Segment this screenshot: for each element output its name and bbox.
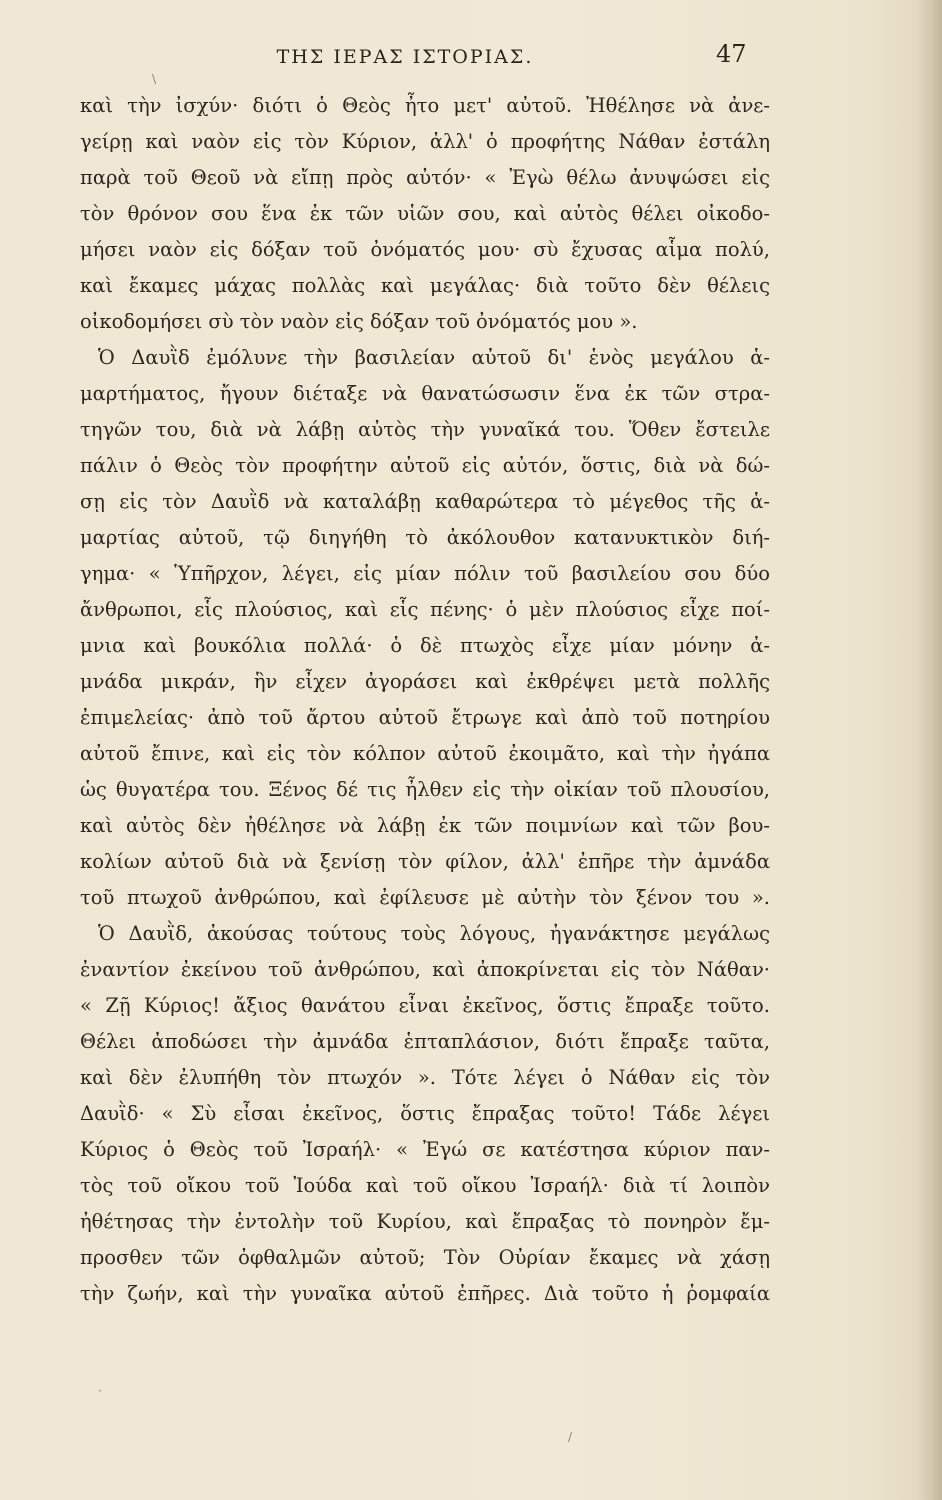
text-line: σῃ εἰς τὸν Δαυῒδ νὰ καταλάβῃ καθαρώτερα τὸ μέγεθος τῆς ἁ-: [80, 490, 770, 513]
paper-speck: /: [568, 1430, 573, 1444]
text-line: μνια καὶ βουκόλια πολλά· ὁ δὲ πτωχὸς εἶχε μίαν μόνην ἀ-: [80, 634, 770, 657]
paper-speck: \: [152, 72, 157, 86]
text-line: πάλιν ὁ Θεὸς τὸν προφήτην αὐτοῦ εἰς αὐτόν, ὅστις, διὰ νὰ δώ-: [80, 454, 770, 477]
text-line: ἄνθρωποι, εἷς πλούσιος, καὶ εἷς πένης· ὁ μὲν πλούσιος εἶχε ποί-: [80, 598, 770, 621]
text-line: Δαυῒδ· « Σὺ εἶσαι ἐκεῖνος, ὅστις ἔπραξας τοῦτο! Τάδε λέγει: [80, 1102, 770, 1125]
text-line: ἐναντίον ἐκείνου τοῦ ἀνθρώπου, καὶ ἀποκρίνεται εἰς τὸν Νάθαν·: [80, 958, 770, 981]
running-title: ΤΗΣ ΙΕΡΑΣ ΙΣΤΟΡΙΑΣ.: [276, 46, 534, 68]
text-line: ἠθέτησας τὴν ἐντολὴν τοῦ Κυρίου, καὶ ἔπραξας τὸ πονηρὸν ἔμ-: [80, 1210, 770, 1233]
text-line: καὶ δὲν ἐλυπήθη τὸν πτωχόν ». Τότε λέγει ὁ Νάθαν εἰς τὸν: [80, 1066, 770, 1089]
text-line: καὶ ἔκαμες μάχας πολλὰς καὶ μεγάλας· διὰ τοῦτο δὲν θέλεις: [80, 274, 770, 297]
text-line: Ὁ Δαυῒδ, ἀκούσας τούτους τοὺς λόγους, ἠγανάκτησε μεγάλως: [98, 922, 770, 945]
text-line: μήσει ναὸν εἰς δόξαν τοῦ ὀνόματός μου· σὺ ἔχυσας αἷμα πολύ,: [80, 238, 770, 261]
text-line: τοῦ πτωχοῦ ἀνθρώπου, καὶ ἐφίλευσε μὲ αὐτὴν τὸν ξένον του ».: [80, 886, 770, 909]
page-number: 47: [716, 40, 747, 68]
text-line: τὸν θρόνον σου ἕνα ἐκ τῶν υἱῶν σου, καὶ αὐτὸς θέλει οἰκοδο-: [80, 202, 770, 225]
text-line: Κύριος ὁ Θεὸς τοῦ Ἰσραήλ· « Ἐγώ σε κατέστησα κύριον παν-: [80, 1138, 770, 1161]
text-line: παρὰ τοῦ Θεοῦ νὰ εἴπῃ πρὸς αὐτόν· « Ἐγὼ θέλω ἀνυψώσει εἰς: [80, 166, 770, 189]
text-line: κολίων αὐτοῦ διὰ νὰ ξενίσῃ τὸν φίλον, ἀλλ' ἐπῆρε τὴν ἀμνάδα: [80, 850, 770, 873]
text-line: τὸς τοῦ οἴκου τοῦ Ἰούδα καὶ τοῦ οἴκου Ἰσραήλ· διὰ τί λοιπὸν: [80, 1174, 770, 1197]
text-line: ὡς θυγατέρα του. Ξένος δέ τις ἦλθεν εἰς τὴν οἰκίαν τοῦ πλουσίου,: [80, 778, 770, 801]
text-line: γημα· « Ὑπῆρχον, λέγει, εἰς μίαν πόλιν τοῦ βασιλείου σου δύο: [80, 562, 770, 585]
body-text: [80, 88, 770, 1312]
text-line: γείρῃ καὶ ναὸν εἰς τὸν Κύριον, ἀλλ' ὁ προφήτης Νάθαν ἐστάλη: [80, 130, 770, 153]
text-line: καὶ τὴν ἰσχύν· διότι ὁ Θεὸς ἦτο μετ' αὐτοῦ. Ἠθέλησε νὰ ἀνε-: [80, 94, 770, 117]
text-line: μνάδα μικράν, ἣν εἶχεν ἀγοράσει καὶ ἐκθρέψει μετὰ πολλῆς: [80, 670, 770, 693]
text-line: τὴν ζωήν, καὶ τὴν γυναῖκα αὐτοῦ ἐπῆρες. Διὰ τοῦτο ἡ ῥομφαία: [80, 1282, 770, 1305]
text-line: αὐτοῦ ἔπινε, καὶ εἰς τὸν κόλπον αὐτοῦ ἐκοιμᾶτο, καὶ τὴν ἠγάπα: [80, 742, 770, 765]
text-line: προσθεν τῶν ὀφθαλμῶν αὐτοῦ; Τὸν Οὐρίαν ἔκαμες νὰ χάσῃ: [80, 1246, 770, 1269]
text-line: Ὁ Δαυῒδ ἐμόλυνε τὴν βασιλείαν αὐτοῦ δι' ἑνὸς μεγάλου ἁ-: [98, 346, 770, 369]
text-line: ἐπιμελείας· ἀπὸ τοῦ ἄρτου αὐτοῦ ἔτρωγε καὶ ἀπὸ τοῦ ποτηρίου: [80, 706, 770, 729]
paper-speck: ·: [98, 1384, 102, 1398]
text-line: καὶ αὐτὸς δὲν ἠθέλησε νὰ λάβῃ ἐκ τῶν ποιμνίων καὶ τῶν βου-: [80, 814, 770, 837]
text-line: τηγῶν του, διὰ νὰ λάβῃ αὐτὸς τὴν γυναῖκά του. Ὅθεν ἔστειλε: [80, 418, 770, 441]
text-line: « Ζῇ Κύριος! ἄξιος θανάτου εἶναι ἐκεῖνος, ὅστις ἔπραξε τοῦτο.: [80, 994, 770, 1017]
text-line: μαρτίας αὐτοῦ, τῷ διηγήθη τὸ ἀκόλουθον κατανυκτικὸν διή-: [80, 526, 770, 549]
text-line: μαρτήματος, ἤγουν διέταξε νὰ θανατώσωσιν ἕνα ἐκ τῶν στρα-: [80, 382, 770, 405]
text-line: Θέλει ἀποδώσει τὴν ἀμνάδα ἑπταπλάσιον, διότι ἔπραξε ταῦτα,: [80, 1030, 770, 1053]
page-edge-shadow: [916, 0, 942, 1500]
text-line: οἰκοδομήσει σὺ τὸν ναὸν εἰς δόξαν τοῦ ὀνόματός μου ».: [80, 310, 638, 333]
